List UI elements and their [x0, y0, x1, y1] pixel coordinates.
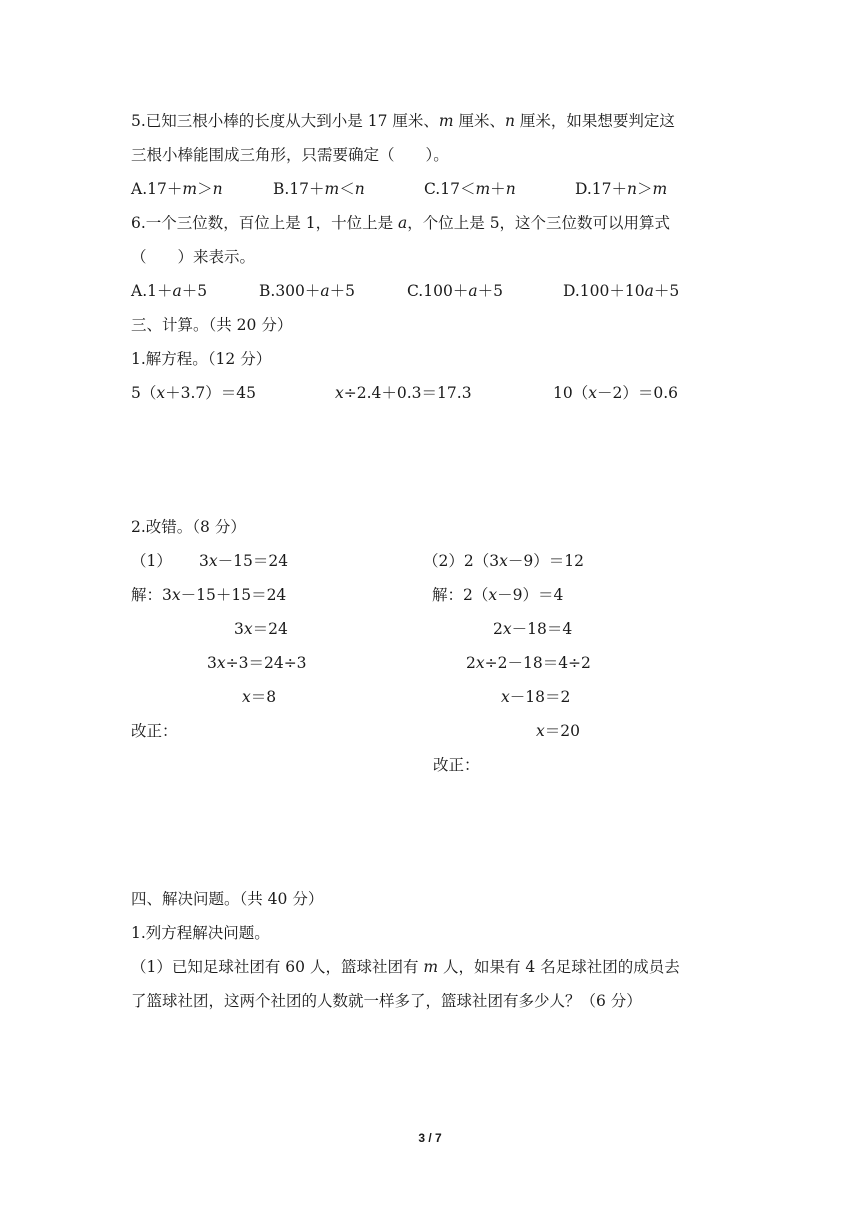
left-step-1: 解：3x－15＋15＝24: [131, 586, 287, 604]
q6-line-2: （ ）来表示。: [131, 248, 256, 266]
right-problem: （2）2（3x－9）＝12: [423, 552, 584, 570]
q5-line-1: 5.已知三根小棒的长度从大到小是 17 厘米、m 厘米、n 厘米，如果想要判定这: [131, 112, 675, 130]
left-problem-number: （1）: [131, 552, 172, 570]
left-correction-label: 改正：: [131, 722, 178, 740]
section-3-title: 三、计算。（共 20 分）: [131, 316, 293, 334]
equation-1: 5（x＋3.7）＝45: [131, 384, 256, 402]
section-4-sub-1-title: 1.列方程解决问题。: [131, 924, 270, 942]
q5-option-a: A.17＋m＞n: [131, 180, 223, 198]
q6-option-a: A.1＋a＋5: [131, 282, 208, 300]
right-step-1: 解：2（x－9）＝4: [432, 586, 564, 604]
right-step-2: 2x－18＝4: [493, 620, 573, 638]
q5-option-c: C.17＜m＋n: [424, 180, 516, 198]
left-step-3: 3x÷3＝24÷3: [207, 654, 307, 672]
left-problem: 3x－15＝24: [199, 552, 289, 570]
q6-option-d: D.100＋10a＋5: [563, 282, 680, 300]
section-3-sub-1-title: 1.解方程。（12 分）: [131, 350, 272, 368]
right-step-5: x＝20: [536, 722, 580, 740]
equation-2: x÷2.4＋0.3＝17.3: [335, 384, 472, 402]
page-number: 3 / 7: [418, 1131, 442, 1145]
left-step-4: x＝8: [242, 688, 277, 706]
right-step-4: x－18＝2: [501, 688, 571, 706]
left-step-2: 3x＝24: [234, 620, 288, 638]
q5-option-d: D.17＋n＞m: [575, 180, 668, 198]
right-step-3: 2x÷2－18＝4÷2: [466, 654, 591, 672]
section-3-sub-2-title: 2.改错。（8 分）: [131, 518, 246, 536]
equation-3: 10（x－2）＝0.6: [553, 384, 678, 402]
q6-option-b: B.300＋a＋5: [259, 282, 356, 300]
q6-option-c: C.100＋a＋5: [407, 282, 503, 300]
section-4-title: 四、解决问题。（共 40 分）: [131, 890, 324, 908]
q5-line-2: 三根小棒能围成三角形，只需要确定（ ）。: [131, 146, 449, 164]
q5-option-b: B.17＋m＜n: [273, 180, 365, 198]
right-correction-label: 改正：: [433, 756, 480, 774]
problem-1-line-1: （1）已知足球社团有 60 人，篮球社团有 m 人，如果有 4 名足球社团的成员去: [131, 958, 680, 976]
problem-1-line-2: 了篮球社团，这两个社团的人数就一样多了，篮球社团有多少人？（6 分）: [131, 992, 642, 1010]
q6-line-1: 6.一个三位数，百位上是 1，十位上是 a，个位上是 5，这个三位数可以用算式: [131, 214, 671, 232]
